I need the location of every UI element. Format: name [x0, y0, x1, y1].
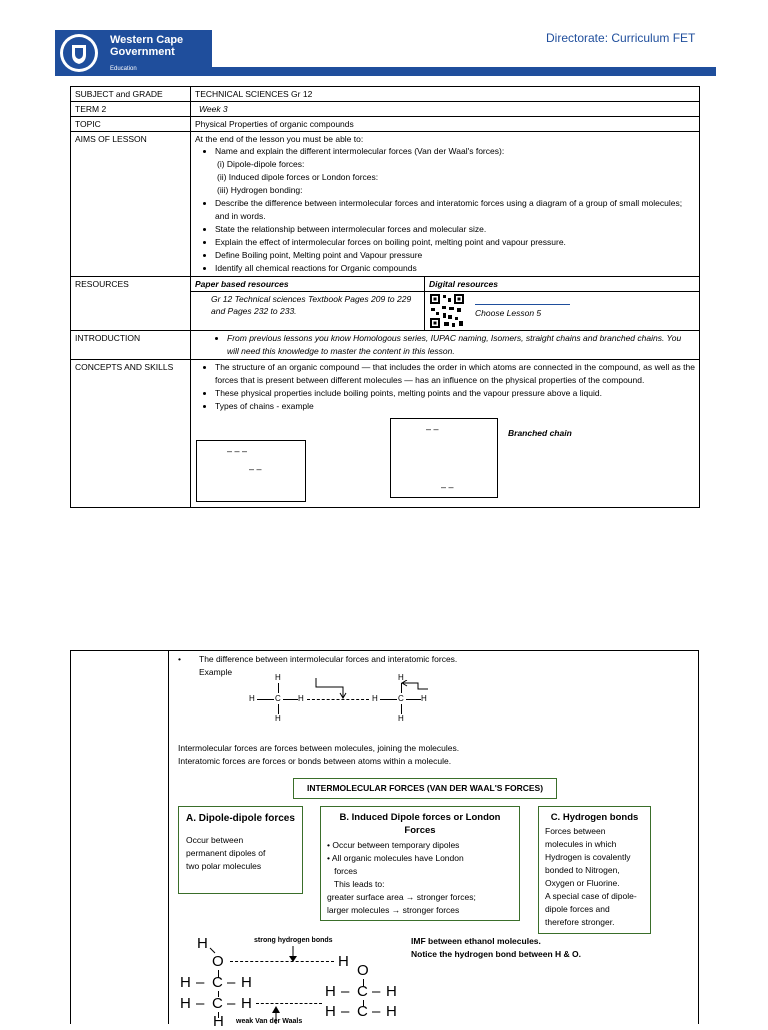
directorate-title: Directorate: Curriculum FET: [546, 31, 696, 45]
concept-item: • The structure of an organic compound — that includes the order in which atoms are connected in the compound, as well as the forces that is present between different molecules — has an influence on the physical properties of the compound.: [215, 361, 695, 387]
concept-item: • These physical properties include boiling points, melting points and the vapour pressure above a liquid.: [215, 387, 695, 400]
arrow-icon: [315, 677, 355, 701]
bullet-icon: •: [178, 654, 181, 664]
dipole-dipole-box: [178, 806, 303, 894]
branched-chain-box: [390, 418, 498, 498]
atom-h: H: [275, 673, 281, 682]
box-b-line: • Occur between temporary dipoles: [327, 840, 460, 850]
digital-resources-cell: [425, 292, 700, 331]
aims-cell: [191, 132, 700, 277]
atom-o: O: [212, 953, 224, 970]
atom-h: H: [213, 1013, 224, 1030]
bond-line: [406, 699, 421, 700]
atom-h: H: [421, 694, 427, 703]
atom-c: C: [357, 1003, 368, 1020]
box-c-line: therefore stronger.: [545, 917, 615, 927]
resources-label: RESOURCES: [71, 277, 191, 331]
box-c-line: Hydrogen is covalently: [545, 852, 631, 862]
atom-c: C: [212, 995, 223, 1012]
atom-h: H: [241, 974, 252, 991]
topic-label: TOPIC: [71, 117, 191, 132]
table-row: [71, 87, 700, 102]
atom-h: H: [325, 1003, 336, 1020]
bond-dash: –: [196, 995, 205, 1012]
column-divider: [168, 650, 169, 1024]
table-row: [71, 360, 700, 508]
box-c-line: Forces between: [545, 826, 606, 836]
box-c-line: Oxygen or Fluorine.: [545, 878, 620, 888]
bond-dash: –: [227, 995, 236, 1012]
chain-dashes: – –: [426, 424, 439, 434]
bond-line: [257, 699, 274, 700]
paper-resources-text: Gr 12 Technical sciences Textbook Pages 209 to 229 and Pages 232 to 233.: [191, 292, 425, 331]
aim-item: • Identify all chemical reactions for Organic compounds: [215, 262, 695, 275]
bond-dash: –: [196, 974, 205, 991]
subject-label: SUBJECT and GRADE: [71, 87, 191, 102]
concepts-label: CONCEPTS AND SKILLS: [71, 360, 191, 508]
box-c-title: C. Hydrogen bonds: [550, 812, 639, 823]
atom-h: H: [197, 935, 208, 952]
aim-item: • Explain the effect of intermolecular forces on boiling point, melting point and vapour pressure.: [215, 236, 695, 249]
box-b-line: forces: [327, 866, 358, 876]
intermolecular-definition: Intermolecular forces are forces between molecules, joining the molecules.: [178, 743, 460, 753]
atom-c: C: [275, 694, 281, 703]
box-b-line: larger molecules → stronger forces: [327, 905, 460, 915]
atom-h: H: [398, 673, 404, 682]
introduction-label: INTRODUCTION: [71, 331, 191, 360]
concepts-cell: [191, 360, 700, 508]
chain-dashes: – –: [441, 482, 454, 492]
lesson-plan-table: [70, 86, 700, 508]
paper-resources-heading: Paper based resources: [191, 277, 425, 292]
org-name-line1: Western Cape: [110, 34, 184, 46]
qr-code-icon[interactable]: [429, 293, 465, 329]
bond-dash: –: [372, 983, 381, 1000]
digital-resources-heading: Digital resources: [425, 277, 700, 292]
atom-h: H: [180, 974, 191, 991]
bond-dash: –: [341, 983, 350, 1000]
aims-intro: At the end of the lesson you must be able to:: [195, 134, 364, 144]
box-a-line: two polar molecules: [186, 861, 262, 871]
box-b-title: B. Induced Dipole forces or London: [339, 812, 501, 823]
atom-h: H: [338, 953, 349, 970]
chain-dashes: – –: [249, 464, 262, 474]
atom-h: H: [325, 983, 336, 1000]
van-der-waals-line: [256, 1003, 322, 1004]
branched-chain-label: Branched chain: [508, 428, 572, 438]
box-a-line: Occur between: [186, 835, 244, 845]
atom-h: H: [298, 694, 304, 703]
box-c-line: bonded to Nitrogen,: [545, 865, 620, 875]
weak-van-der-waals-label: weak Van der Waals: [236, 1018, 303, 1025]
table-row: [71, 277, 700, 292]
header-stripe: [212, 67, 716, 76]
ethanol-caption-line1: IMF between ethanol molecules.: [411, 936, 541, 946]
topic-value: Physical Properties of organic compounds: [191, 117, 700, 132]
digital-resource-link[interactable]: Choose Lesson 5: [475, 307, 542, 318]
difference-bullet: The difference between intermolecular forces and interatomic forces.: [199, 654, 458, 664]
introduction-text: • From previous lessons you know Homologous series, IUPAC naming, Isomers, straight chains and branched chains. You will need this knowledge to master the content in this lesson.: [227, 332, 695, 358]
bond-line: [380, 699, 397, 700]
box-c-line: A special case of dipole-: [545, 891, 637, 901]
aim-sub-item: (i) Dipole-dipole forces:: [217, 159, 305, 169]
box-a-line: permanent dipoles of: [186, 848, 266, 858]
org-name-line2: Government: [110, 46, 175, 58]
aim-item: • Define Boiling point, Melting point and Vapour pressure: [215, 249, 695, 262]
ethanol-caption-line2: Notice the hydrogen bond between H & O.: [411, 949, 582, 959]
box-b-line: This leads to:: [327, 879, 385, 889]
term-label: TERM 2: [71, 102, 191, 117]
atom-c: C: [357, 983, 368, 1000]
hydrogen-bond-line: [230, 961, 334, 962]
aim-item: • Describe the difference between intermolecular forces and interatomic forces using a diagram of a group of small molecules; and in words.: [215, 197, 695, 223]
box-a-title: A. Dipole-dipole forces: [186, 813, 295, 824]
aims-label: AIMS OF LESSON: [71, 132, 191, 277]
atom-h: H: [275, 714, 281, 723]
bond-dash: –: [341, 1003, 350, 1020]
atom-h: H: [386, 983, 397, 1000]
atom-h: H: [180, 995, 191, 1012]
box-b-line: • All organic molecules have London: [327, 853, 464, 863]
london-forces-box: [320, 806, 520, 921]
atom-o: O: [357, 962, 369, 979]
box-b-title: Forces: [404, 825, 436, 836]
table-row: [71, 132, 700, 277]
atom-h: H: [249, 694, 255, 703]
coat-of-arms-icon: [58, 32, 100, 74]
box-b-line: greater surface area → stronger forces;: [327, 892, 476, 902]
bond-dash: –: [227, 974, 236, 991]
atom-c: C: [398, 694, 404, 703]
bond-line: [283, 699, 298, 700]
bond-line: [278, 704, 279, 714]
aim-sub-item: (iii) Hydrogen bonding:: [217, 185, 303, 195]
aim-sub-item: (ii) Induced dipole forces or London forces:: [217, 172, 379, 182]
hydrogen-bonds-box: [538, 806, 651, 934]
aim-item: • State the relationship between intermolecular forces and molecular size.: [215, 223, 695, 236]
atom-h: H: [398, 714, 404, 723]
bond-line: [278, 683, 279, 693]
atom-c: C: [212, 974, 223, 991]
imf-title-box: INTERMOLECULAR FORCES (VAN DER WAAL'S FORCES): [293, 778, 557, 799]
org-name-line3: Education: [110, 66, 137, 72]
table-row: [71, 117, 700, 132]
interatomic-definition: Interatomic forces are forces or bonds between atoms within a molecule.: [178, 756, 452, 766]
bond-line: [401, 704, 402, 714]
box-c-line: dipole forces and: [545, 904, 610, 914]
table-row: [71, 331, 700, 360]
table-row: [71, 102, 700, 117]
concept-item: • Types of chains - example: [215, 400, 695, 413]
bond-dash: –: [372, 1003, 381, 1020]
arrow-icon: [400, 680, 430, 692]
atom-h: H: [372, 694, 378, 703]
box-c-line: molecules in which: [545, 839, 617, 849]
strong-hydrogen-bonds-label: strong hydrogen bonds: [254, 937, 333, 944]
atom-h: H: [241, 995, 252, 1012]
example-label: Example: [199, 667, 233, 677]
aim-item: • Name and explain the different intermolecular forces (Van der Waal's forces):: [215, 145, 695, 158]
atom-h: H: [386, 1003, 397, 1020]
term-value: Week 3: [191, 102, 700, 117]
straight-chain-box: [196, 440, 306, 502]
subject-value: TECHNICAL SCIENCES Gr 12: [191, 87, 700, 102]
introduction-cell: [191, 331, 700, 360]
chain-dashes: – – –: [227, 446, 248, 456]
